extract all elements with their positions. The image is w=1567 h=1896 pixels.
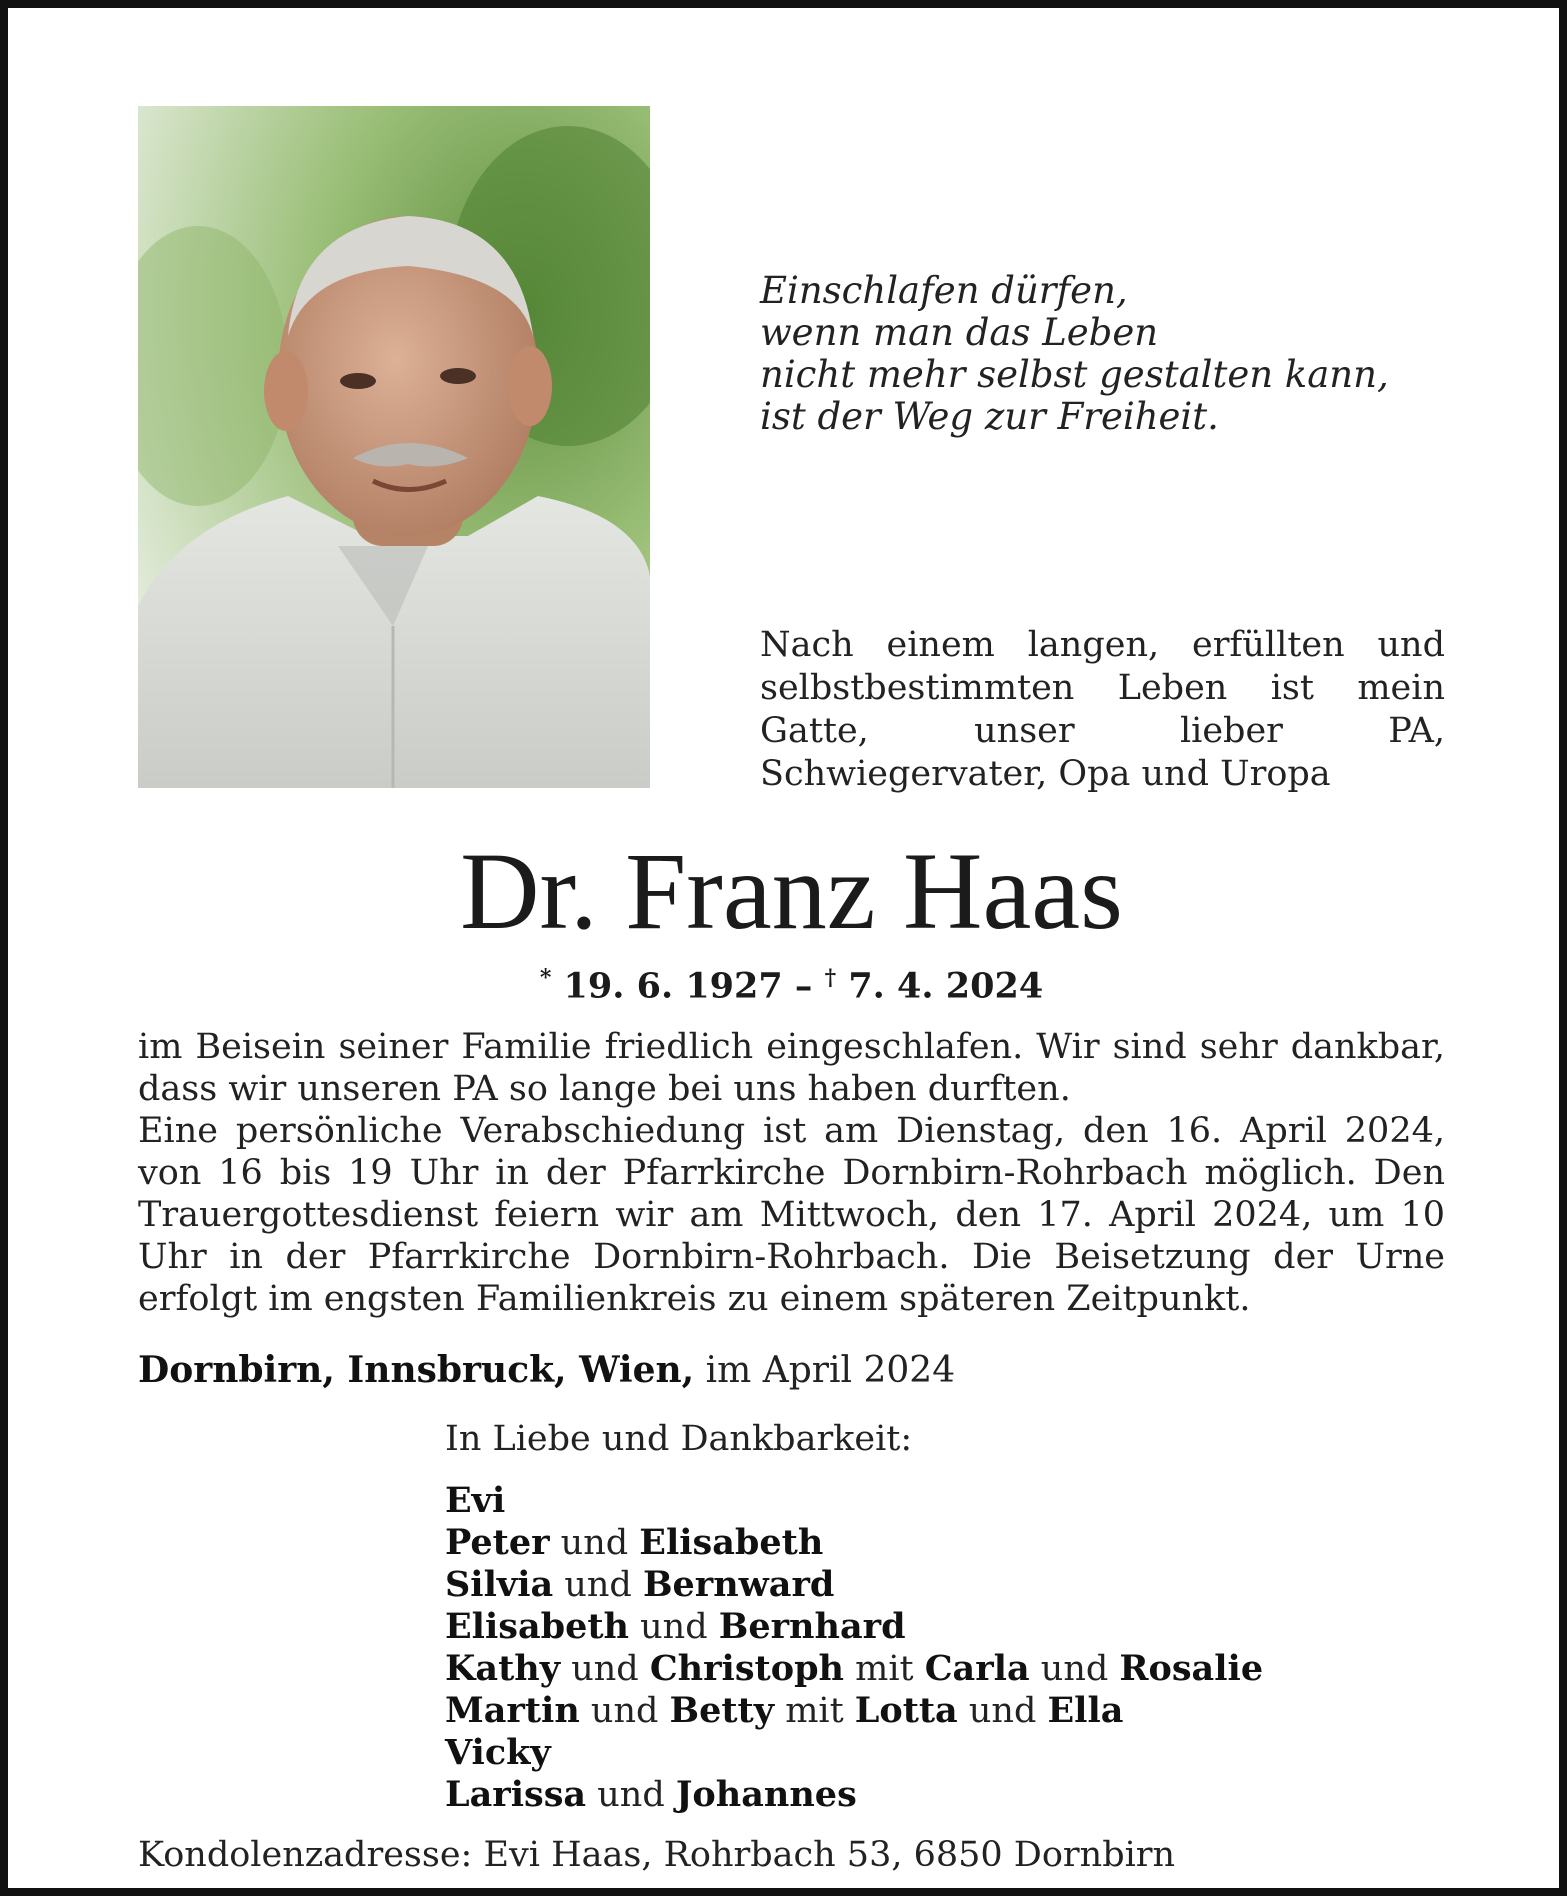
place-date: im April 2024 (705, 1350, 956, 1391)
family-member-row (445, 1606, 1263, 1648)
portrait-icon (138, 106, 650, 788)
birth-symbol: * (539, 965, 552, 991)
family-member-row (445, 1480, 1263, 1522)
family-member-row (445, 1690, 1263, 1732)
family-member-name: Vicky (445, 1732, 551, 1773)
family-member-name: Bernward (642, 1564, 835, 1605)
family-member-name: Christoph (649, 1648, 844, 1689)
connector-text: mit (844, 1649, 925, 1689)
birth-date: 19. 6. 1927 (563, 965, 783, 1007)
death-date: 7. 4. 2024 (848, 965, 1044, 1007)
family-member-name: Ella (1047, 1690, 1124, 1731)
family-member-name: Carla (924, 1648, 1030, 1689)
family-member-name: Lotta (854, 1690, 958, 1731)
date-separator: – (794, 965, 813, 1007)
connector-text: mit (774, 1691, 855, 1731)
connector-text: und (579, 1691, 670, 1731)
connector-text: und (560, 1649, 650, 1689)
family-greeting: In Liebe und Dankbarkeit: (445, 1419, 913, 1459)
quote-line: nicht mehr selbst gestalten kann, (760, 353, 1389, 396)
family-member-row (445, 1522, 1263, 1564)
connector-text: und (549, 1523, 640, 1563)
family-member-name: Silvia (445, 1564, 554, 1605)
family-member-name: Rosalie (1119, 1648, 1264, 1689)
family-member-name: Peter (445, 1522, 550, 1563)
connector-text: und (586, 1775, 676, 1815)
family-list (445, 1480, 1263, 1816)
family-member-row (445, 1564, 1263, 1606)
family-member-name: Kathy (445, 1648, 561, 1689)
intro-text: Nach einem langen, erfüllten und selbstbestimmten Leben ist mein Gatte, unser lieber PA, Schwiegervater, Opa und Uropa (760, 625, 1445, 794)
connector-text: und (629, 1607, 719, 1647)
family-member-row (445, 1648, 1263, 1690)
family-member-name: Bernhard (718, 1606, 906, 1647)
deceased-name: Dr. Franz Haas (460, 830, 1123, 952)
family-member-row (445, 1774, 1263, 1816)
quote-line: wenn man das Leben (760, 311, 1159, 354)
family-member-name: Elisabeth (639, 1522, 824, 1563)
life-dates (8, 956, 1567, 1009)
memorial-quote (760, 270, 1389, 438)
body-paragraph: im Beisein seiner Familie friedlich eingeschlafen. Wir sind sehr dankbar, dass wir unseren PA so lange bei uns haben durften. (138, 1027, 1445, 1109)
announcement-body (138, 1026, 1445, 1320)
connector-text: und (1029, 1649, 1120, 1689)
family-member-row (445, 1732, 1263, 1774)
connector-text: und (553, 1565, 643, 1605)
condolence-address: Kondolenzadresse: Evi Haas, Rohrbach 53, 6850 Dornbirn (138, 1835, 1176, 1875)
death-symbol: † (824, 965, 837, 991)
family-signatures (445, 1418, 1263, 1816)
portrait-photo (138, 106, 650, 788)
family-member-name: Johannes (675, 1774, 857, 1815)
family-member-name: Elisabeth (445, 1606, 630, 1647)
family-member-name: Betty (669, 1690, 775, 1731)
quote-line: Einschlafen dürfen, (760, 269, 1128, 312)
family-member-name: Martin (445, 1690, 580, 1731)
body-paragraph: Eine persönliche Verabschiedung ist am Dienstag, den 16. April 2024, von 16 bis 19 Uhr in der Pfarrkirche Dornbirn-Rohrbach möglich. Den Trauergottesdienst feiern wir am Mittwoch, den 17. April 2024, um 10 Uhr in der Pfarrkirche Dornbirn-Rohrbach. Die Beisetzung der Urne erfolgt im engsten Familienkreis zu einem späteren Zeitpunkt. (138, 1111, 1445, 1319)
quote-line: ist der Weg zur Freiheit. (760, 395, 1219, 438)
place-date-line (138, 1348, 955, 1393)
family-member-name: Evi (445, 1480, 506, 1521)
connector-text: und (957, 1691, 1048, 1731)
place-cities: Dornbirn, Innsbruck, Wien, (138, 1349, 695, 1391)
family-member-name: Larissa (445, 1774, 587, 1815)
